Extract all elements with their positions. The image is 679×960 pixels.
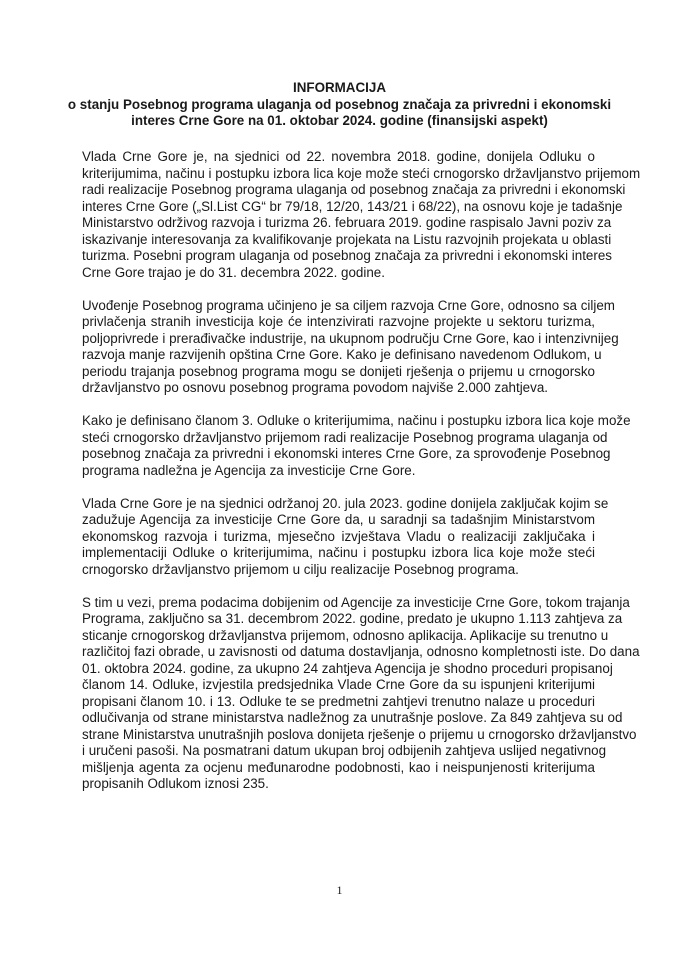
text-line: poljoprivrede i prerađivačke industrije, na ukupnom području Crne Gore, kao i intenzivnijeg xyxy=(82,330,619,346)
text-line: turizma. Posebni program ulaganja od posebnog značaja za privredni i ekonomski interes xyxy=(82,248,612,263)
text-line: Programa, zaključno sa 31. decembrom 2022. godine, predato je ukupno 1.113 zahtjeva za xyxy=(82,611,623,626)
paragraph-program-goals xyxy=(82,297,619,397)
page-number: 1 xyxy=(336,883,343,897)
paragraph-decision-2018 xyxy=(82,149,641,281)
text-line: 01. oktobra 2024. godine, za ukupno 24 zahtjeva Agencija je shodno proceduri propisanoj xyxy=(82,660,613,676)
text-line: steći crnogorsko državljanstvo prijemom radi realizacije Posebnog programa ulaganja od xyxy=(82,429,608,445)
text-line: razvoja manje razvijenih opština Crne Gore. Kako je definisano navedenom Odlukom, u xyxy=(82,347,602,362)
text-line: i uručeni pasoši. Na posmatrani datum ukupan broj odbijenih zahtjeva uslijed negativnog xyxy=(82,743,607,758)
paragraph-article-3 xyxy=(82,413,631,479)
text-line: državljanstvo po osnovu posebnog programa povodom najviše 2.000 zahtjeva. xyxy=(82,380,548,395)
paragraph-application-statistics xyxy=(82,594,640,793)
document-subtitle-line-1: o stanju Posebnog programa ulaganja od posebnog značaja za privredni i ekonomski xyxy=(67,96,612,112)
text-line: Crne Gore trajao je do 31. decembra 2022. godine. xyxy=(82,264,385,280)
document-subtitle-line-2: interes Crne Gore na 01. oktobar 2024. godine (finansijski aspekt) xyxy=(131,113,548,128)
text-line: Ministarstvo održivog razvoja i turizma 26. februara 2019. godine raspisalo Javni poziv za xyxy=(82,215,612,230)
text-line: posebnog značaja za privredni i ekonomski interes Crne Gore, za sprovođenje Posebnog xyxy=(82,446,611,461)
text-line: Vlada Crne Gore je na sjednici održanoj 20. jula 2023. godine donijela zaključak kojim se xyxy=(82,495,609,511)
text-line: zadužuje Agencija za investicije Crne Gore da, u saradnji sa tadašnjim Ministarstvom xyxy=(82,512,595,527)
paragraph-conclusion-2023 xyxy=(82,495,609,579)
text-line: strane Ministarstva unutrašnjih poslova donijeta rješenje o prijemu u crnogorsko državljanstvo xyxy=(82,726,637,742)
text-line: Uvođenje Posebnog programa učinjeno je sa ciljem razvoja Crne Gore, odnosno sa ciljem xyxy=(82,297,615,313)
text-line: sticanje crnogorskog državljanstva prijemom, odnosno aplikacija. Aplikacije su trenutno u xyxy=(82,627,609,643)
text-line: radi realizacije Posebnog programa ulaganja od posebnog značaja za privredni i ekonomski xyxy=(82,182,626,197)
text-line: Kako je definisano članom 3. Odluke o kriterijumima, načinu i postupku izbora lica koje može xyxy=(82,413,631,428)
text-line: programa nadležna je Agencija za investicije Crne Gore. xyxy=(82,462,416,478)
document-heading: INFORMACIJA xyxy=(293,80,386,95)
text-line: mišljenja agenta za ocjenu međunarodne podobnosti, kao i neispunjenosti kriterijuma xyxy=(82,759,595,775)
text-line: odlučivanja od strane ministarstva nadležnog za unutrašnje poslove. Za 849 zahtjeva su od xyxy=(82,710,623,725)
text-line: S tim u vezi, prema podacima dobijenim od Agencije za investicije Crne Gore, tokom trajanja xyxy=(82,594,630,610)
text-line: periodu trajanja posebnog programa mogu se donijeti rješenja o prijemu u crnogorsko xyxy=(82,363,595,379)
text-line: implementaciji Odluke o kriterijumima, načinu i postupku izbora lica koje može steći xyxy=(82,545,595,560)
text-line: propisani članom 10. i 13. Odluke te se predmetni zahtjevi trenutno nalaze u proceduri xyxy=(82,693,595,709)
text-line: Vlada Crne Gore je, na sjednici od 22. novembra 2018. godine, donijela Odluku o xyxy=(82,149,595,164)
document-title-block xyxy=(60,80,619,130)
text-line: interes Crne Gore („Sl.List CG“ br 79/18, 12/20, 143/21 i 68/22), na osnovu koje je tadašnje xyxy=(82,198,623,214)
text-line: ekonomskog razvoja i turizma, mjesečno izvještava Vladu o realizaciji zaključaka i xyxy=(82,528,595,544)
text-line: propisanih Odlukom iznosi 235. xyxy=(82,776,269,791)
text-line: kriterijumima, načinu i postupku izbora lica koje može steći crnogorsko državljanstvo prijemom xyxy=(82,165,641,181)
document-body xyxy=(82,149,641,809)
text-line: privlačenja stranih investicija koje će intenzivirati razvojne projekte u sektoru turizma, xyxy=(82,314,595,329)
text-line: iskazivanje interesovanja za kvalifikovanje projekata na Listu razvojnih projekata u oblasti xyxy=(82,231,612,247)
text-line: različitoj fazi obrade, u zavisnosti od datuma dostavljanja, odnosno kompletnosti iste. Do dana xyxy=(82,644,640,659)
text-line: crnogorsko državljanstvo prijemom u cilju realizacije Posebnog programa. xyxy=(82,561,519,577)
text-line: članom 14. Odluke, izvjestila predsjednika Vlade Crne Gore da su ispunjeni kriterijumi xyxy=(82,677,595,692)
